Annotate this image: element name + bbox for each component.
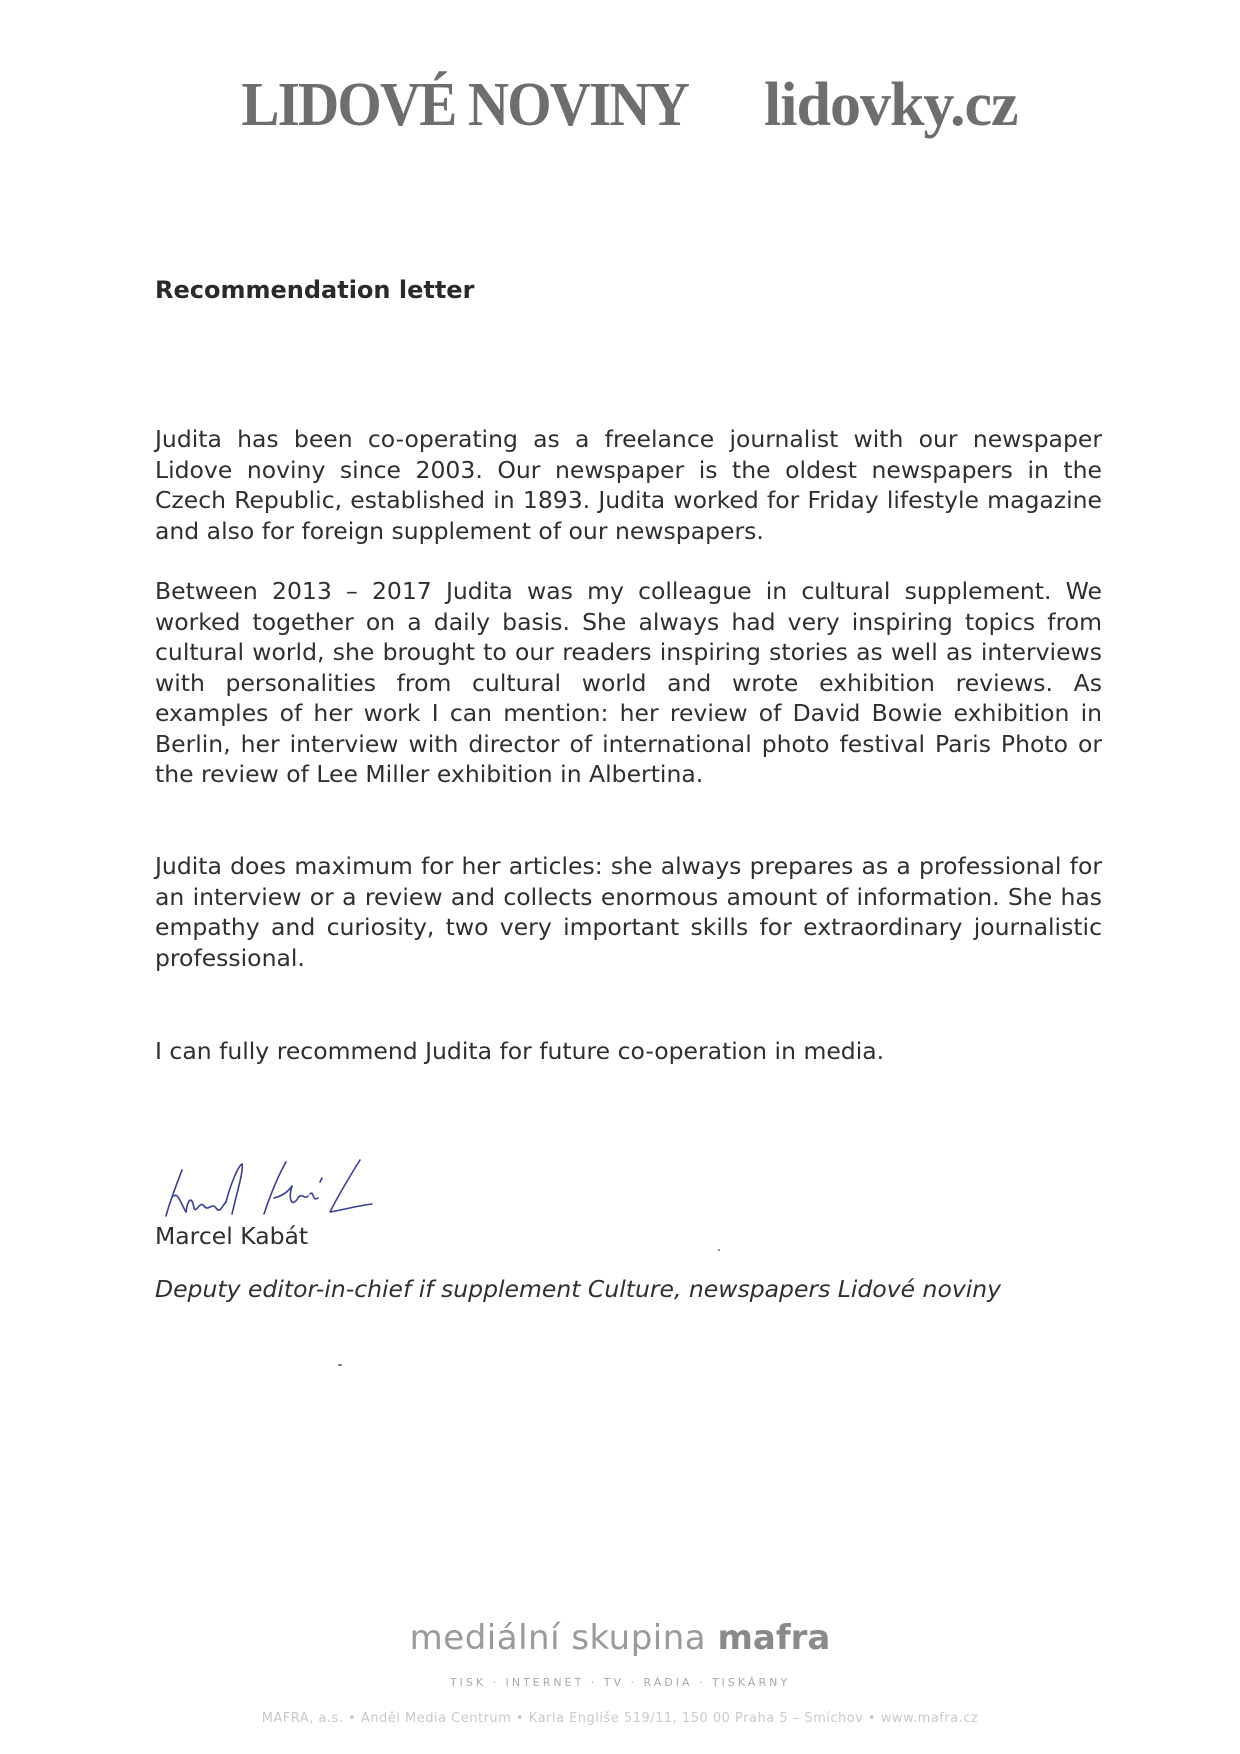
paragraph-colleague: Between 2013 – 2017 Judita was my colleague in cultural supplement. We worked together on a daily basis. She always had very inspiring topics from cultural world, she brought to our readers inspiring stories as well as interviews with personalities from cultural world and wrote exhibition reviews. As examples of her work I can mention: her review of David Bowie exhibition in Berlin, her interview with director of international photo festival Paris Photo or the review of Lee Miller exhibition in Albertina. xyxy=(155,577,1102,788)
website-name: lidovky.cz xyxy=(764,71,1018,139)
handwritten-signature xyxy=(160,1156,385,1226)
footer-services: TISK · INTERNET · TV · RÁDIA · TISKÁRNY xyxy=(449,1676,791,1689)
footer-brand-bold: mafra xyxy=(717,1618,831,1658)
scan-speck xyxy=(718,1249,720,1251)
newspaper-name: LIDOVÉ NOVINY xyxy=(241,71,689,139)
paragraph-intro: Judita has been co-operating as a freelance journalist with our newspaper Lidove noviny since 2003. Our newspaper is the oldest newspapers in the Czech Republic, established in 1893. Judita worked for Friday lifestyle magazine and also for foreign supplement of our newspapers. xyxy=(155,425,1102,545)
footer-brand-logo xyxy=(0,1618,1240,1658)
footer-brand-light: mediální skupina xyxy=(409,1618,718,1658)
paragraph-recommendation: I can fully recommend Judita for future co-operation in media. xyxy=(155,1037,885,1065)
signer-name: Marcel Kabát xyxy=(155,1222,309,1250)
footer-address: MAFRA, a.s. • Anděl Media Centrum • Karla Engliše 519/11, 150 00 Praha 5 – Smíchov • www.mafra.cz xyxy=(261,1711,979,1726)
letter-heading: Recommendation letter xyxy=(155,276,475,304)
signer-title: Deputy editor-in-chief if supplement Culture, newspapers Lidové noviny xyxy=(155,1275,1002,1303)
masthead xyxy=(0,70,1240,141)
scan-speck xyxy=(338,1364,342,1366)
paragraph-qualities: Judita does maximum for her articles: she always prepares as a professional for an interview or a review and collects enormous amount of information. She has empathy and curiosity, two very important skills for extraordinary journalistic professional. xyxy=(155,852,1102,972)
